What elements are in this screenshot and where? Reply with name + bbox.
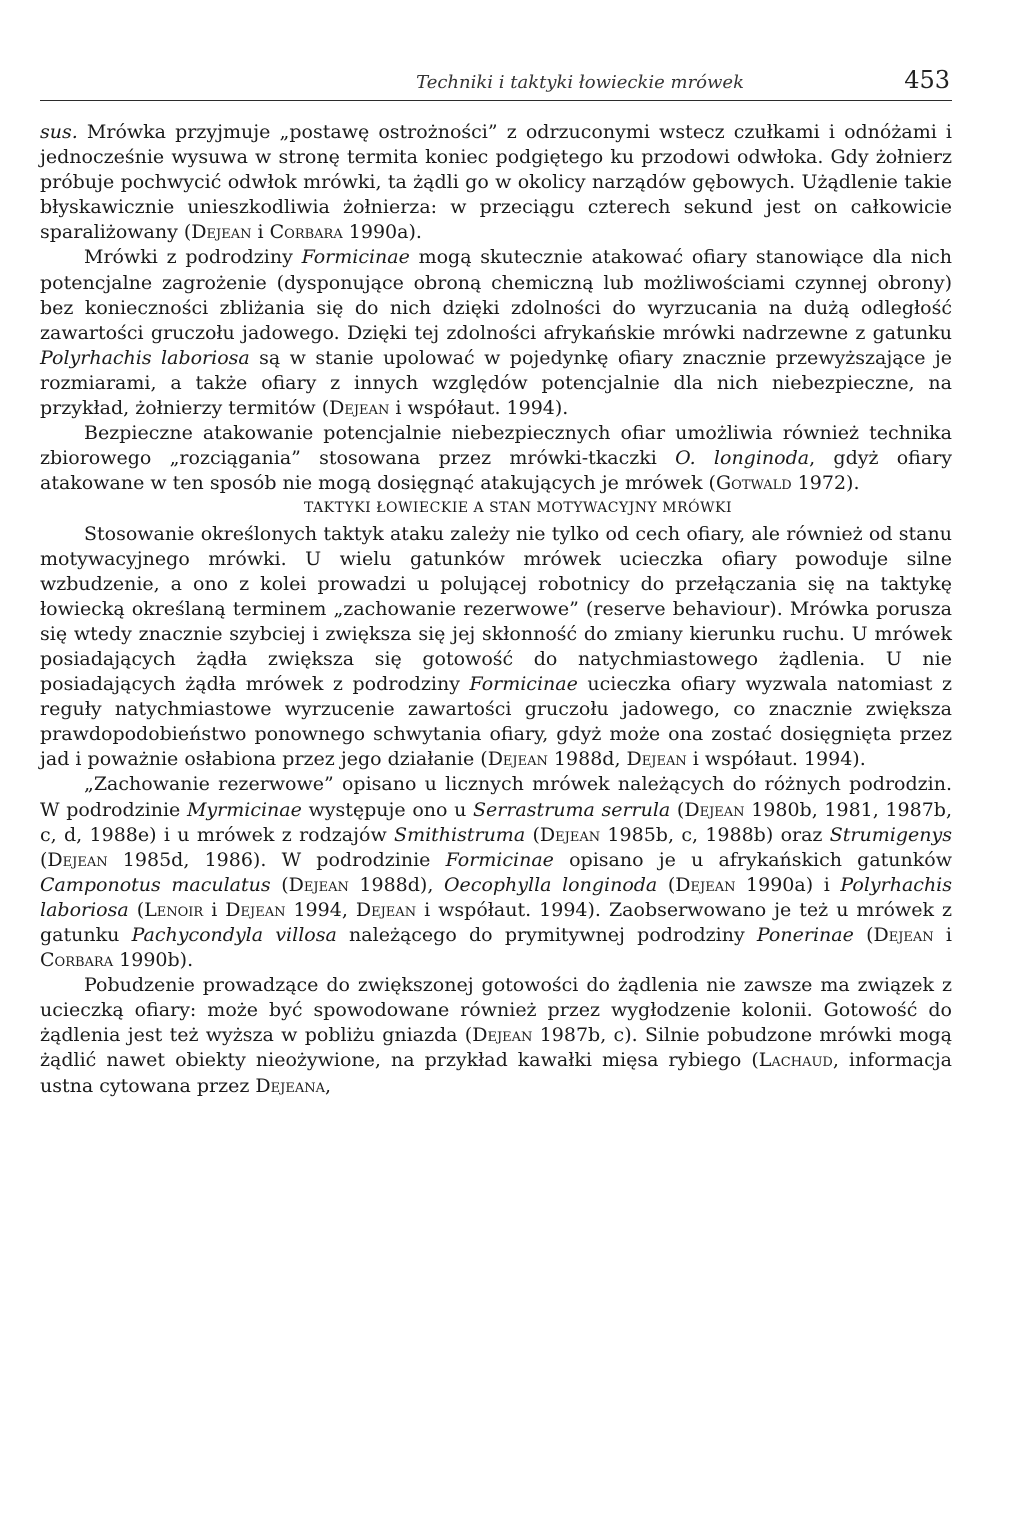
p4-run: 1988d, <box>547 748 627 771</box>
p5-run: występuje ono u <box>301 798 473 821</box>
author-name: Dejean <box>288 873 349 896</box>
author-name: Dejean <box>191 221 252 244</box>
paragraph-2 <box>40 245 952 421</box>
p5-run: należącego do prymitywnej podrodziny <box>336 924 757 946</box>
p5-run: i współaut. 1994). Zaobserwowano je też u mrówek z gatunku <box>40 898 953 946</box>
taxon-name: Serrastruma serrula <box>473 798 671 821</box>
taxon-name: Formicinae <box>445 848 554 871</box>
p5-run: ( <box>670 798 685 821</box>
p6-run: Pobudzenie prowadzące do zwiększonej gotowości do żądlenia nie zawsze ma związek z ucieczką ofiary: może być spowodowane również przez wygłodzenie kolonii. Gotowość do żądlenia jest też wyższa w pobliżu gniazda ( <box>40 974 952 1047</box>
taxon-name: Polyrhachis laboriosa <box>40 346 250 369</box>
p5-run: 1985b, c, 1988b) oraz <box>600 823 830 846</box>
p5-run: 1980b, 1981, 1987b, c, d, 1988e) i u mrówek z rodzajów <box>40 798 953 846</box>
author-name: Corbara <box>40 949 114 972</box>
taxon-name: Smithistruma <box>394 823 526 846</box>
p5-run: ( <box>853 924 874 946</box>
p4-run: i współaut. 1994). <box>686 748 866 771</box>
p6-run: 1987b, c). Silnie pobudzone mrówki mogą żądlić nawet obiekty nieożywione, na przykład kawałki mięsa rybiego ( <box>40 1024 953 1072</box>
p5-run: 1985d, 1986). W podrodzinie <box>107 848 446 871</box>
p5-run: i <box>933 924 952 946</box>
author-name: Gotwald <box>715 472 792 495</box>
p3-run: Bezpieczne atakowanie potencjalnie niebezpiecznych ofiar umożliwia również technika zbiorowego „rozciągania” stosowana przez mrówki-tkaczki <box>40 422 952 470</box>
p4-run: ucieczka ofiary wyzwala natomiast z reguły natychmiastowe wyrzucenie zawartości gruczołu jadowego, co znacznie zwiększa prawdopodobieństwo ponownego schwytania ofiary, gdyż może ona zostać dosięgnięta przez jad i poważnie osłabiona przez jego działanie ( <box>40 673 953 771</box>
p5-run: ( <box>525 823 540 846</box>
p2-run: są w stanie upolować w pojedynkę ofiary znacznie przewyższające je rozmiarami, a także ofiary z innych względów potencjalnie dla nich niebezpieczne, na przykład, żołnierzy termitów ( <box>40 346 952 420</box>
taxon-name: O. longinoda <box>675 447 810 470</box>
p2-run: Mrówki z podrodziny <box>84 246 302 269</box>
p5-run: 1994, <box>285 898 356 921</box>
p5-run: ( <box>270 873 289 896</box>
author-name: Lenoir <box>144 898 204 921</box>
paragraph-4 <box>40 522 952 773</box>
p5-run: 1988d), <box>348 873 444 896</box>
taxon-name: Camponotus maculatus <box>40 873 271 896</box>
paragraph-1 <box>40 120 952 245</box>
p5-run: 1990a) i <box>735 873 841 896</box>
author-name: Dejean <box>487 748 548 771</box>
p2-run: i współaut. 1994). <box>389 397 569 420</box>
paragraph-3 <box>40 421 952 496</box>
p1-run: Mrówka przyjmuje „postawę ostrożności” z odrzuconymi wstecz czułkami i odnóżami i jednocześnie wysuwa w stronę termita koniec podgiętego ku przodowi odwłoka. Gdy żołnierz próbuje pochwycić odwłok mrówki, ta żądli go w okolicy narządów gębowych. Użądlenie takie błyskawicznie unieszkodliwia żołnierza: w przeciągu czterech sekund jest on całkowicie sparaliżowany ( <box>40 121 952 244</box>
p2-run: mogą skutecznie atakować ofiary stanowiące dla nich potencjalne zagrożenie (dysponujące obroną chemiczną lub możliwościami czynnej obrony) bez konieczności zbliżania się do nich dzięki zdolności do wyrzucania na dużą odległość zawartości gruczołu jadowego. Dzięki tej zdolności afrykańskie mrówki nadrzewne z gatunku <box>40 246 952 344</box>
taxon-name: Oecophylla longinoda <box>443 873 658 896</box>
p5-run: ( <box>40 848 48 871</box>
taxon-name: Formicinae <box>301 246 410 269</box>
taxon-name: Strumigenys <box>829 823 952 846</box>
p5-run: 1990b). <box>113 949 194 972</box>
p6-run: , informacja ustna cytowana przez <box>40 1049 952 1097</box>
author-name: Dejean <box>626 748 687 771</box>
running-title: Techniki i taktyki łowieckie mrówek <box>416 72 744 93</box>
body-text <box>40 120 952 1099</box>
paragraph-5 <box>40 772 952 973</box>
taxon-name: Formicinae <box>469 673 578 696</box>
p5-run: ( <box>657 873 676 896</box>
p6-run: , <box>325 1074 332 1097</box>
p1-run: i <box>251 221 270 244</box>
taxon-name: Polyrhachis laboriosa <box>40 873 953 921</box>
page-number: 453 <box>904 66 950 94</box>
p5-run: i <box>203 898 226 921</box>
author-name: Dejean <box>355 898 417 921</box>
p1-run: 1990a). <box>342 221 422 244</box>
p5-run: opisano je u afrykańskich gatunków <box>553 848 952 871</box>
p3-run: 1972). <box>791 472 860 495</box>
taxon-name: Myrmicinae <box>186 798 302 821</box>
author-name: Dejean <box>684 798 745 821</box>
paragraph-6 <box>40 973 952 1098</box>
p3-run: , gdyż ofiary atakowane w ten sposób nie mogą dosięgnąć atakujących je mrówek ( <box>40 447 952 495</box>
section-heading: TAKTYKI ŁOWIECKIE A STAN MOTYWACYJNY MRÓWKI <box>304 500 732 517</box>
author-name: Dejean <box>225 898 286 921</box>
p5-run: ( <box>128 898 145 921</box>
author-name: Dejean <box>675 873 736 896</box>
author-name: Dejean <box>329 397 390 420</box>
author-name: Dejean <box>873 924 934 946</box>
author-name: Dejean <box>539 823 601 846</box>
author-name: Dejean <box>472 1024 533 1047</box>
author-name: Corbara <box>269 221 343 244</box>
author-name: Dejean <box>47 848 108 871</box>
taxon-name: Ponerinae <box>756 924 854 946</box>
author-name: Dejeana <box>255 1074 325 1097</box>
taxon-name: Pachycondyla villosa <box>131 924 337 946</box>
p5-run: „Zachowanie rezerwowe” opisano u licznych mrówek należących do różnych podrodzin. W podrodzinie <box>40 773 952 821</box>
running-header <box>40 66 952 101</box>
p1-run: sus. <box>40 121 78 143</box>
author-name: Lachaud <box>758 1049 833 1072</box>
p4-run: Stosowanie określonych taktyk ataku zależy nie tylko od cech ofiary, ale również od stanu motywacyjnego mrówki. U wielu gatunków mrówek ucieczka ofiary powoduje silne wzbudzenie, a ono z kolei prowadzi u polującej robotnicy do przełączania się na taktykę łowiecką określaną terminem „zachowanie rezerwowe” (reserve behaviour). Mrówka porusza się wtedy znacznie szybciej i zwiększa się jej skłonność do zmiany kierunku ruchu. U mrówek posiadających żądła zwiększa się gotowość do natychmiastowego żądlenia. U nie posiadających żądła mrówek z podrodziny <box>40 522 952 696</box>
